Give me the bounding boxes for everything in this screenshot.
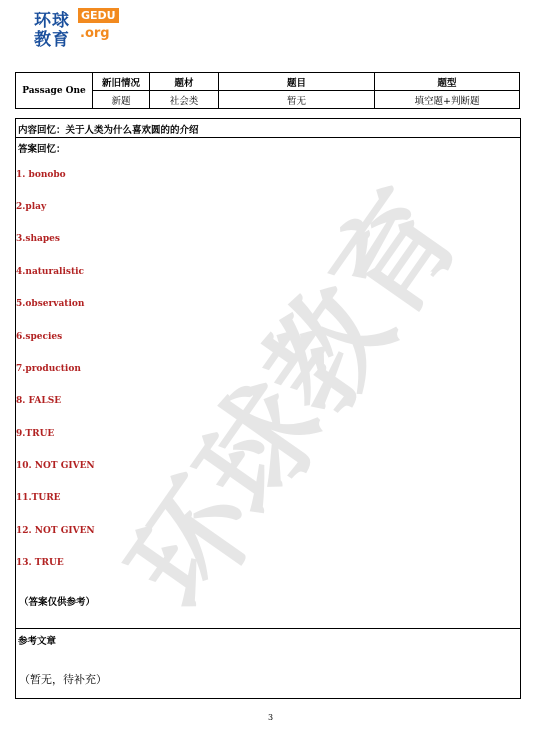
content-recall-text: 内容回忆：关于人类为什么喜欢圆的的介绍 bbox=[18, 125, 199, 136]
answer-disclaimer: （答案仅供参考） bbox=[19, 597, 96, 608]
value-status: 新题 bbox=[93, 91, 150, 109]
answer-item: 13. TRUE bbox=[16, 558, 64, 568]
answer-recall-title: 答案回忆： bbox=[18, 144, 66, 155]
passage-info-table bbox=[15, 72, 520, 109]
answer-item: 12. NOT GIVEN bbox=[16, 526, 95, 536]
header-title: 题目 bbox=[219, 73, 375, 91]
answer-item: 11.TURE bbox=[16, 493, 61, 503]
answer-item: 7.production bbox=[16, 364, 81, 374]
page-number: 3 bbox=[268, 713, 274, 722]
answer-item: 1. bonobo bbox=[16, 170, 66, 180]
header-question-type: 题型 bbox=[375, 73, 520, 91]
logo-badge: GEDU bbox=[78, 8, 119, 23]
answer-item: 10. NOT GIVEN bbox=[16, 461, 95, 471]
answer-item: 4.naturalistic bbox=[16, 267, 85, 277]
answer-item: 3.shapes bbox=[16, 234, 60, 244]
gedu-logo bbox=[34, 6, 126, 50]
header-topic: 题材 bbox=[150, 73, 219, 91]
content-recall-row bbox=[16, 118, 520, 138]
value-title: 暂无 bbox=[219, 91, 375, 109]
watermark-text: 环球教育 bbox=[102, 166, 487, 633]
section-divider bbox=[16, 628, 520, 629]
logo-domain: .org bbox=[80, 26, 110, 41]
answer-item: 6.species bbox=[16, 332, 63, 342]
answer-item: 2.play bbox=[16, 202, 47, 212]
answer-item: 8. FALSE bbox=[16, 396, 62, 406]
answer-item: 9.TRUE bbox=[16, 429, 55, 439]
logo-text-line2: 教育 bbox=[34, 30, 70, 50]
header-status: 新旧情况 bbox=[93, 73, 150, 91]
reference-article-title: 参考文章 bbox=[18, 636, 57, 647]
reference-article-note: （暂无，待补充） bbox=[19, 673, 107, 686]
content-frame bbox=[15, 118, 521, 699]
value-question-type: 填空题+判断题 bbox=[375, 91, 520, 109]
value-topic: 社会类 bbox=[150, 91, 219, 109]
logo-text-line1: 环球 bbox=[34, 11, 70, 31]
passage-label: Passage One bbox=[16, 73, 93, 109]
answer-item: 5.observation bbox=[16, 299, 85, 309]
